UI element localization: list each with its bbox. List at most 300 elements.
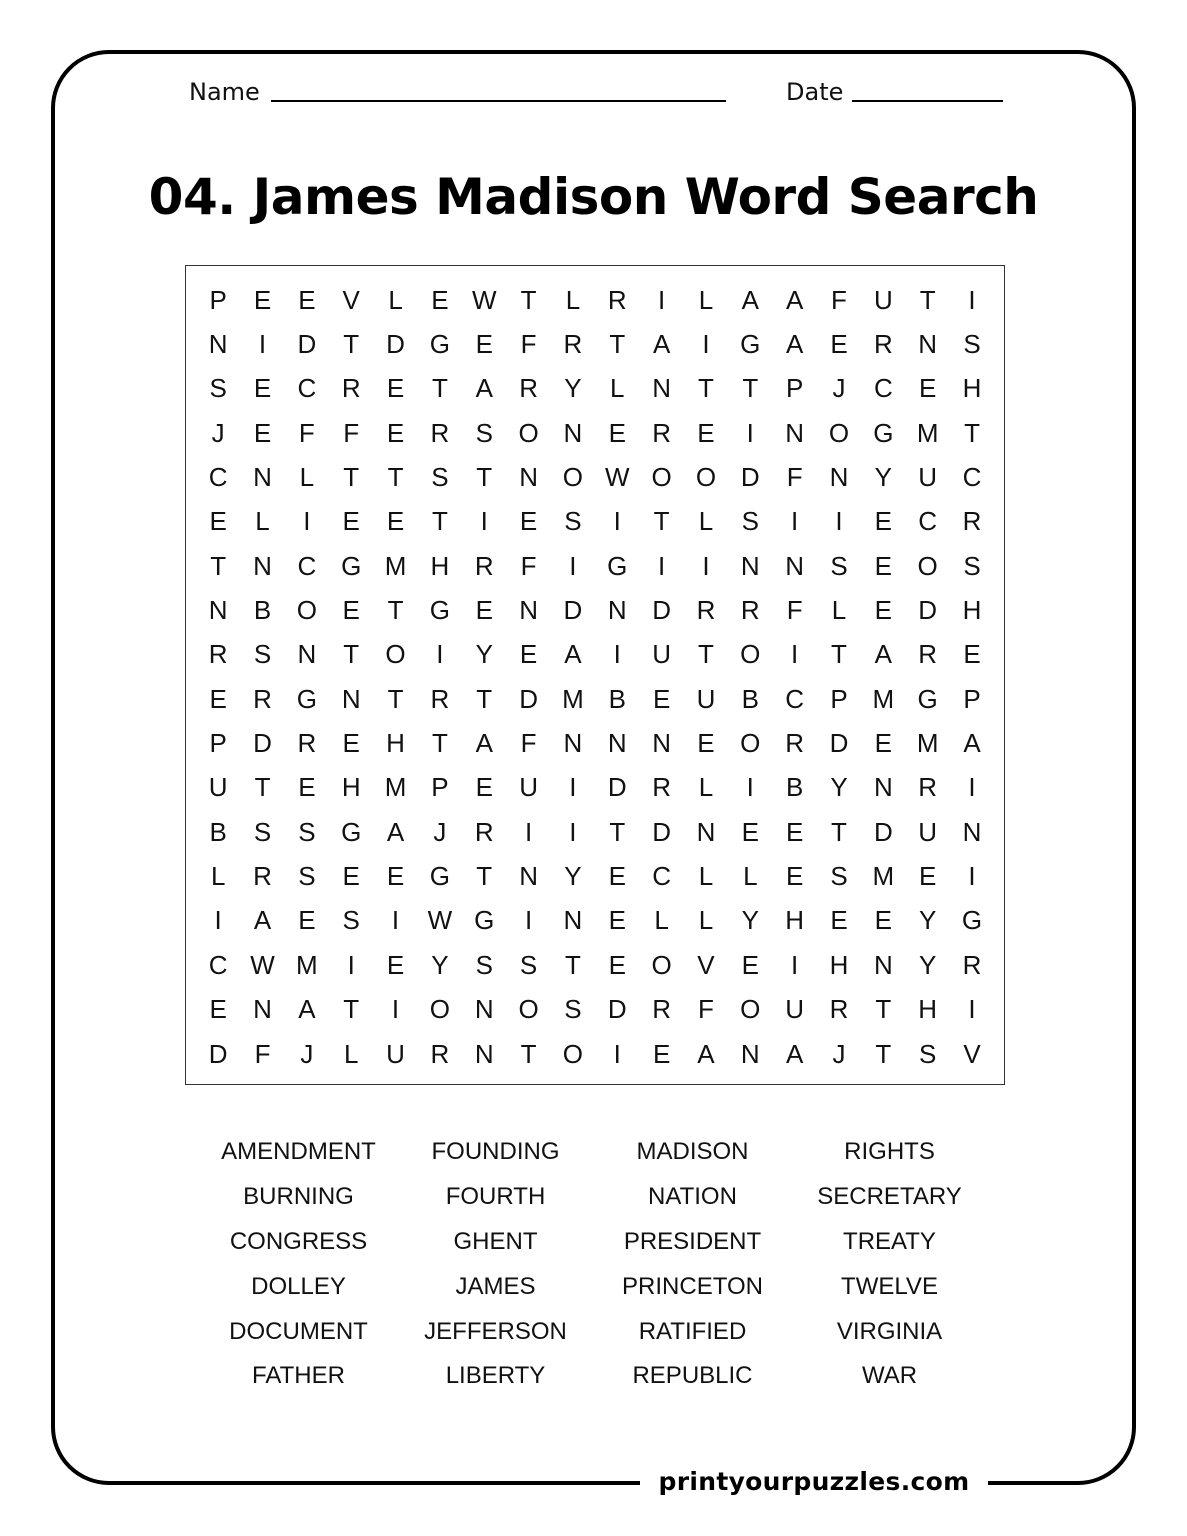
grid-cell: W bbox=[471, 284, 497, 315]
grid-cell: E bbox=[874, 550, 892, 581]
grid-cell: F bbox=[786, 462, 803, 493]
grid-cell: E bbox=[298, 772, 316, 803]
grid-cell: Y bbox=[431, 949, 449, 980]
grid-cell: N bbox=[918, 329, 938, 360]
grid-cell: N bbox=[253, 462, 272, 493]
grid-cell: U bbox=[696, 683, 716, 714]
grid-cell: W bbox=[604, 462, 630, 493]
grid-cell: P bbox=[209, 284, 227, 315]
grid-cell: O bbox=[296, 595, 317, 626]
grid-cell: F bbox=[298, 417, 315, 448]
grid-cell: L bbox=[654, 905, 669, 936]
grid-cell: Y bbox=[475, 639, 493, 670]
grid-cell: S bbox=[963, 329, 981, 360]
grid-cell: D bbox=[607, 994, 627, 1025]
grid-cell: B bbox=[608, 683, 626, 714]
grid-cell: S bbox=[830, 861, 848, 892]
grid-cell: S bbox=[963, 550, 981, 581]
grid-cell: I bbox=[657, 284, 666, 315]
grid-cell: T bbox=[520, 284, 537, 315]
grid-cell: D bbox=[607, 772, 627, 803]
grid-cell: P bbox=[209, 728, 227, 759]
grid-cell: H bbox=[341, 772, 361, 803]
grid-cell: O bbox=[740, 994, 761, 1025]
grid-cell: E bbox=[298, 284, 316, 315]
grid-cell: D bbox=[297, 329, 317, 360]
grid-cell: N bbox=[652, 728, 671, 759]
grid-cell: E bbox=[608, 861, 626, 892]
page-title: 04. James Madison Word Search bbox=[148, 168, 1039, 226]
word-list-item: GHENT bbox=[453, 1227, 538, 1255]
grid-cell: R bbox=[297, 728, 317, 759]
grid-cell: E bbox=[431, 284, 449, 315]
grid-cell: C bbox=[873, 373, 893, 404]
grid-cell: D bbox=[563, 595, 583, 626]
grid-cell: I bbox=[391, 994, 400, 1025]
word-list bbox=[200, 1130, 988, 1399]
grid-cell: H bbox=[962, 373, 982, 404]
grid-cell: T bbox=[431, 373, 448, 404]
grid-cell: I bbox=[613, 639, 621, 670]
word-list-item: FATHER bbox=[252, 1362, 345, 1390]
grid-cell: R bbox=[696, 595, 716, 626]
grid-cell: N bbox=[740, 1038, 760, 1069]
grid-cell: I bbox=[391, 905, 400, 936]
word-list-item: REPUBLIC bbox=[632, 1362, 753, 1390]
grid-cell: I bbox=[524, 816, 533, 847]
grid-cell: E bbox=[874, 728, 892, 759]
grid-cell: F bbox=[786, 595, 803, 626]
grid-cell: O bbox=[651, 462, 672, 493]
grid-cell: N bbox=[607, 595, 627, 626]
grid-cell: D bbox=[740, 462, 760, 493]
grid-cell: R bbox=[474, 816, 494, 847]
grid-cell: T bbox=[609, 816, 626, 847]
grid-cell: R bbox=[430, 683, 450, 714]
grid-cell: E bbox=[386, 417, 405, 448]
date-label: Date bbox=[786, 78, 844, 106]
grid-cell: Y bbox=[564, 373, 582, 404]
grid-cell: O bbox=[828, 417, 850, 448]
word-list-item: JEFFERSON bbox=[424, 1317, 567, 1345]
grid-cell: N bbox=[474, 1038, 494, 1069]
grid-cell: N bbox=[519, 595, 538, 626]
grid-cell: E bbox=[652, 683, 671, 714]
grid-cell: D bbox=[652, 595, 671, 626]
grid-cell: E bbox=[475, 595, 493, 626]
grid-cell: G bbox=[607, 550, 628, 581]
grid-cell: T bbox=[476, 683, 493, 714]
grid-cell: I bbox=[613, 1038, 621, 1069]
grid-cell: O bbox=[695, 462, 717, 493]
grid-cell: W bbox=[427, 905, 453, 936]
grid-cell: R bbox=[652, 994, 671, 1025]
grid-cell: T bbox=[431, 506, 448, 537]
grid-cell: I bbox=[303, 506, 311, 537]
grid-cell: T bbox=[343, 329, 360, 360]
grid-cell: O bbox=[651, 949, 672, 980]
grid-cell: C bbox=[208, 949, 228, 980]
grid-cell: T bbox=[698, 373, 714, 404]
grid-cell: I bbox=[569, 550, 577, 581]
word-list-item: TWELVE bbox=[841, 1272, 938, 1300]
grid-cell: M bbox=[384, 550, 407, 581]
grid-cell: T bbox=[387, 595, 404, 626]
word-list-item: CONGRESS bbox=[229, 1227, 368, 1255]
grid-cell: V bbox=[697, 949, 715, 980]
grid-cell: A bbox=[874, 639, 892, 670]
grid-cell: D bbox=[386, 329, 405, 360]
grid-cell: L bbox=[698, 772, 714, 803]
grid-cell: O bbox=[740, 728, 761, 759]
grid-cell: E bbox=[342, 506, 360, 537]
grid-cell: S bbox=[475, 417, 493, 448]
grid-cell: T bbox=[875, 994, 892, 1025]
grid-cell: E bbox=[209, 506, 227, 537]
grid-cell: E bbox=[209, 994, 227, 1025]
grid-cell: I bbox=[968, 772, 976, 803]
grid-cell: R bbox=[341, 373, 361, 404]
grid-cell: S bbox=[431, 462, 449, 493]
word-list-item: PRESIDENT bbox=[623, 1227, 762, 1255]
grid-cell: T bbox=[609, 329, 626, 360]
grid-cell: S bbox=[919, 1038, 937, 1069]
grid-cell: F bbox=[831, 284, 847, 315]
grid-cell: E bbox=[874, 595, 892, 626]
grid-cell: G bbox=[429, 861, 450, 892]
grid-cell: R bbox=[519, 373, 538, 404]
grid-cell: R bbox=[918, 639, 938, 670]
grid-cell: R bbox=[607, 284, 627, 315]
grid-cell: M bbox=[872, 683, 895, 714]
grid-cell: L bbox=[698, 905, 714, 936]
grid-cell: I bbox=[968, 994, 976, 1025]
grid-cell: D bbox=[873, 816, 893, 847]
grid-cell: N bbox=[962, 816, 982, 847]
grid-cell: N bbox=[652, 373, 671, 404]
grid-cell: E bbox=[253, 417, 272, 448]
grid-cell: S bbox=[475, 949, 493, 980]
grid-cell: E bbox=[386, 506, 405, 537]
grid-cell: E bbox=[342, 861, 360, 892]
grid-cell: N bbox=[785, 417, 805, 448]
grid-cell: G bbox=[296, 683, 317, 714]
grid-cell: O bbox=[740, 639, 761, 670]
grid-cell: Y bbox=[874, 462, 892, 493]
grid-cell: N bbox=[519, 462, 538, 493]
grid-cell: E bbox=[386, 949, 405, 980]
grid-cell: N bbox=[341, 683, 361, 714]
word-list-item: TREATY bbox=[843, 1227, 936, 1255]
name-label: Name bbox=[189, 78, 260, 106]
grid-cell: N bbox=[519, 861, 538, 892]
grid-cell: I bbox=[968, 284, 976, 315]
grid-cell: G bbox=[429, 595, 450, 626]
grid-cell: N bbox=[740, 550, 760, 581]
grid-cell: S bbox=[209, 373, 227, 404]
grid-cell: A bbox=[298, 994, 316, 1025]
grid-cell: I bbox=[746, 417, 754, 448]
grid-cell: L bbox=[299, 462, 315, 493]
grid-cell: E bbox=[253, 284, 272, 315]
grid-cell: S bbox=[298, 816, 316, 847]
grid-cell: H bbox=[386, 728, 405, 759]
grid-cell: G bbox=[474, 905, 495, 936]
grid-cell: U bbox=[386, 1038, 405, 1069]
grid-cell: C bbox=[208, 462, 228, 493]
grid-cell: Y bbox=[919, 905, 937, 936]
grid-cell: R bbox=[962, 506, 982, 537]
grid-cell: I bbox=[214, 905, 222, 936]
word-list-item: NATION bbox=[648, 1183, 737, 1211]
grid-cell: U bbox=[208, 772, 228, 803]
word-list-item: FOUNDING bbox=[431, 1138, 560, 1166]
grid-cell: U bbox=[519, 772, 538, 803]
grid-cell: F bbox=[520, 550, 537, 581]
grid-cell: A bbox=[475, 373, 493, 404]
grid-cell: N bbox=[563, 417, 583, 448]
grid-cell: T bbox=[564, 949, 581, 980]
grid-cell: T bbox=[343, 994, 360, 1025]
grid-cell: Y bbox=[919, 949, 937, 980]
grid-cell: G bbox=[341, 816, 362, 847]
grid-cell: M bbox=[296, 949, 318, 980]
grid-cell: T bbox=[210, 550, 227, 581]
grid-cell: R bbox=[740, 595, 760, 626]
grid-cell: T bbox=[476, 462, 493, 493]
grid-cell: O bbox=[917, 550, 938, 581]
grid-cell: D bbox=[652, 816, 671, 847]
word-list-item: DOLLEY bbox=[251, 1272, 346, 1300]
footer bbox=[640, 1462, 988, 1502]
grid-cell: G bbox=[740, 329, 761, 360]
grid-cell: Y bbox=[741, 905, 759, 936]
grid-cell: O bbox=[518, 417, 539, 448]
grid-cell: N bbox=[253, 994, 272, 1025]
grid-cell: I bbox=[569, 816, 577, 847]
grid-cell: C bbox=[652, 861, 671, 892]
grid-cell: D bbox=[253, 728, 272, 759]
grid-cell: B bbox=[785, 772, 804, 803]
word-list-item: FOURTH bbox=[445, 1183, 546, 1211]
grid-cell: G bbox=[917, 683, 938, 714]
grid-cell: I bbox=[746, 772, 754, 803]
grid-cell: A bbox=[741, 284, 759, 315]
grid-cell: H bbox=[430, 550, 450, 581]
grid-cell: H bbox=[918, 994, 938, 1025]
grid-cell: A bbox=[785, 329, 804, 360]
grid-cell: E bbox=[874, 506, 892, 537]
grid-cell: B bbox=[209, 816, 227, 847]
grid-cell: E bbox=[519, 639, 538, 670]
grid-cell: O bbox=[562, 462, 584, 493]
grid-cell: H bbox=[962, 595, 982, 626]
grid-cell: E bbox=[741, 816, 759, 847]
grid-cell: R bbox=[253, 861, 272, 892]
grid-cell: M bbox=[916, 728, 939, 759]
grid-cell: C bbox=[297, 550, 317, 581]
grid-cell: P bbox=[963, 683, 981, 714]
grid-cell: J bbox=[433, 816, 447, 847]
grid-cell: A bbox=[785, 1038, 804, 1069]
grid-cell: N bbox=[563, 728, 583, 759]
grid-cell: E bbox=[785, 861, 804, 892]
grid-cell: I bbox=[613, 506, 621, 537]
grid-cell: F bbox=[520, 728, 537, 759]
grid-cell: V bbox=[963, 1038, 981, 1069]
word-list-item: WAR bbox=[861, 1362, 918, 1390]
grid-cell: N bbox=[873, 949, 893, 980]
grid-cell: C bbox=[785, 683, 805, 714]
grid-cell: T bbox=[387, 462, 404, 493]
grid-cell: I bbox=[569, 772, 577, 803]
header-row bbox=[0, 78, 1187, 114]
grid-cell: E bbox=[652, 1038, 671, 1069]
grid-cell: U bbox=[918, 816, 938, 847]
grid-cell: N bbox=[785, 550, 805, 581]
grid-cell: E bbox=[830, 329, 848, 360]
grid-cell: E bbox=[697, 417, 715, 448]
grid-cell: S bbox=[342, 905, 360, 936]
word-list-item: RATIFIED bbox=[638, 1317, 747, 1345]
grid-cell: T bbox=[254, 772, 271, 803]
grid-cell: F bbox=[520, 329, 537, 360]
grid-cell: L bbox=[388, 284, 403, 315]
grid-cell: L bbox=[565, 284, 581, 315]
grid-cell: E bbox=[342, 595, 360, 626]
word-list-item: LIBERTY bbox=[445, 1362, 546, 1390]
grid-cell: E bbox=[608, 949, 626, 980]
grid-cell: D bbox=[208, 1038, 228, 1069]
grid-cell: F bbox=[254, 1038, 271, 1069]
grid-cell: B bbox=[253, 595, 272, 626]
grid-cell: I bbox=[702, 329, 710, 360]
grid-cell: E bbox=[253, 373, 272, 404]
grid-cell: R bbox=[208, 639, 228, 670]
grid-cell: E bbox=[608, 905, 626, 936]
grid-cell: E bbox=[919, 373, 937, 404]
grid-cell: T bbox=[742, 373, 759, 404]
grid-cell: I bbox=[791, 506, 799, 537]
grid-cell: S bbox=[564, 506, 582, 537]
grid-cell: G bbox=[961, 905, 983, 936]
grid-cell: E bbox=[519, 506, 538, 537]
grid-cell: I bbox=[702, 550, 710, 581]
grid-cell: R bbox=[829, 994, 849, 1025]
grid-cell: M bbox=[562, 683, 584, 714]
grid-cell: A bbox=[386, 816, 405, 847]
grid-cell: I bbox=[791, 949, 799, 980]
grid-cell: G bbox=[341, 550, 362, 581]
grid-cell: R bbox=[430, 417, 450, 448]
grid-cell: T bbox=[964, 417, 980, 448]
grid-cell: Y bbox=[830, 772, 848, 803]
grid-cell: T bbox=[476, 861, 493, 892]
grid-cell: E bbox=[298, 905, 316, 936]
grid-cell: E bbox=[475, 772, 493, 803]
grid-cell: E bbox=[475, 329, 493, 360]
grid-cell: A bbox=[253, 905, 272, 936]
grid-cell: E bbox=[741, 949, 759, 980]
grid-cell: J bbox=[832, 373, 846, 404]
grid-cell: E bbox=[919, 861, 937, 892]
grid-cell: I bbox=[436, 639, 444, 670]
word-list-item: DOCUMENT bbox=[229, 1317, 368, 1345]
grid-cell: O bbox=[385, 639, 406, 670]
grid-cell: G bbox=[429, 329, 450, 360]
grid-cell: U bbox=[918, 462, 938, 493]
grid-cell: L bbox=[698, 284, 714, 315]
grid-cell: A bbox=[652, 329, 671, 360]
grid-cell: R bbox=[962, 949, 982, 980]
grid-cell: I bbox=[480, 506, 488, 537]
grid-cell: I bbox=[835, 506, 843, 537]
grid-cell: T bbox=[831, 816, 847, 847]
grid-cell: F bbox=[698, 994, 714, 1025]
grid-cell: C bbox=[297, 373, 317, 404]
grid-cell: P bbox=[431, 772, 449, 803]
grid-cell: V bbox=[342, 284, 360, 315]
grid-cell: D bbox=[829, 728, 849, 759]
grid-cell: N bbox=[696, 816, 716, 847]
grid-cell: I bbox=[347, 949, 355, 980]
grid-cell: R bbox=[873, 329, 893, 360]
grid-cell: F bbox=[343, 417, 360, 448]
grid-cell: R bbox=[652, 417, 671, 448]
grid-cell: S bbox=[253, 816, 272, 847]
grid-cell: I bbox=[657, 550, 666, 581]
grid-cell: R bbox=[430, 1038, 450, 1069]
grid-cell: E bbox=[697, 728, 715, 759]
date-line bbox=[852, 100, 1003, 102]
grid-cell: N bbox=[474, 994, 494, 1025]
grid-cell: A bbox=[785, 284, 804, 315]
grid-cell: L bbox=[343, 1038, 359, 1069]
grid-cell: L bbox=[698, 506, 714, 537]
word-list-item: AMENDMENT bbox=[221, 1138, 376, 1166]
grid-cell: H bbox=[785, 905, 805, 936]
grid-cell: S bbox=[564, 994, 582, 1025]
grid-cell: E bbox=[830, 905, 848, 936]
grid-cell: P bbox=[830, 683, 848, 714]
grid-cell: E bbox=[342, 728, 360, 759]
grid-cell: S bbox=[298, 861, 316, 892]
grid-cell: I bbox=[258, 329, 267, 360]
grid-cell: J bbox=[300, 1038, 314, 1069]
grid-cell: I bbox=[524, 905, 533, 936]
grid-cell: S bbox=[741, 506, 759, 537]
grid-cell: A bbox=[697, 1038, 715, 1069]
word-list-item: VIRGINIA bbox=[836, 1317, 943, 1345]
grid-cell: C bbox=[962, 462, 982, 493]
grid-cell: N bbox=[208, 329, 228, 360]
name-line bbox=[271, 100, 726, 102]
puzzle-grid bbox=[196, 278, 994, 1076]
grid-cell: A bbox=[475, 728, 493, 759]
grid-cell: L bbox=[831, 595, 847, 626]
grid-cell: E bbox=[874, 905, 892, 936]
grid-cell: T bbox=[520, 1038, 537, 1069]
grid-cell: L bbox=[255, 506, 270, 537]
grid-cell: T bbox=[698, 639, 714, 670]
word-list-item: RIGHTS bbox=[844, 1138, 935, 1166]
grid-cell: C bbox=[918, 506, 938, 537]
grid-cell: N bbox=[607, 728, 627, 759]
grid-cell: O bbox=[562, 1038, 584, 1069]
grid-cell: I bbox=[968, 861, 976, 892]
grid-cell: S bbox=[253, 639, 272, 670]
grid-cell: J bbox=[832, 1038, 846, 1069]
